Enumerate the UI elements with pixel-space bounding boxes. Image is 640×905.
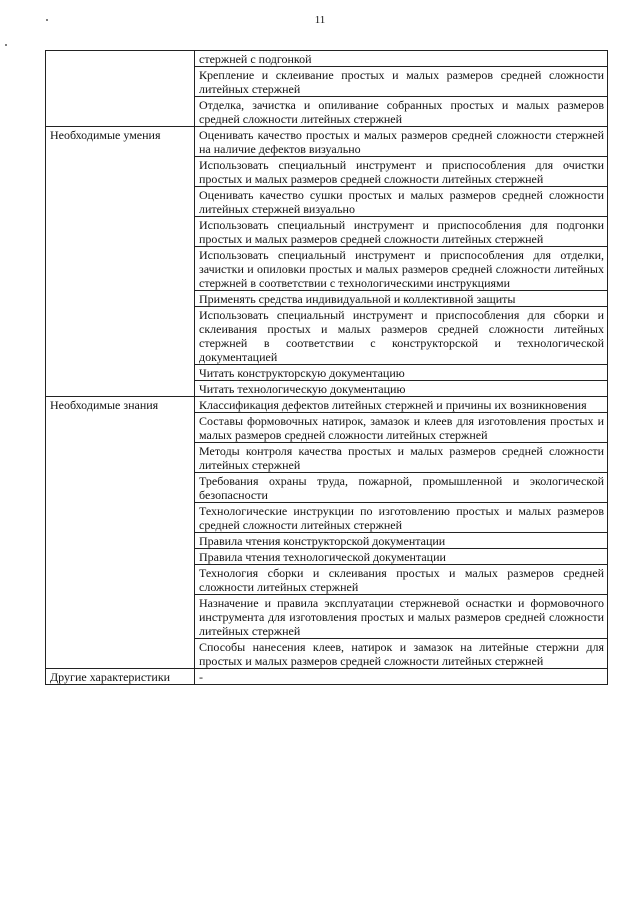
table-cell: - bbox=[195, 669, 608, 685]
table-cell: Крепление и склеивание простых и малых размеров средней сложности литейных стержней bbox=[195, 67, 608, 97]
table-cell: Методы контроля качества простых и малых размеров средней сложности литейных стержней bbox=[195, 443, 608, 473]
row-label: Другие характеристики bbox=[46, 669, 195, 685]
scan-speck bbox=[46, 19, 48, 21]
table-cell: Использовать специальный инструмент и приспособления для подгонки простых и малых размеров средней сложности литейных стержней bbox=[195, 217, 608, 247]
table-cell: Читать конструкторскую документацию bbox=[195, 365, 608, 381]
page-number: 11 bbox=[314, 14, 326, 26]
qualification-table bbox=[45, 50, 608, 685]
row-label: Необходимые знания bbox=[46, 397, 195, 669]
table-cell: Требования охраны труда, пожарной, промышленной и экологической безопасности bbox=[195, 473, 608, 503]
table-cell: Правила чтения технологической документации bbox=[195, 549, 608, 565]
table-cell: Технологические инструкции по изготовлению простых и малых размеров средней сложности литейных стержней bbox=[195, 503, 608, 533]
table-cell: Использовать специальный инструмент и приспособления для очистки простых и малых размеров средней сложности литейных стержней bbox=[195, 157, 608, 187]
table-cell: Оценивать качество сушки простых и малых размеров средней сложности литейных стержней визуально bbox=[195, 187, 608, 217]
row-label bbox=[46, 51, 195, 127]
table-cell: Правила чтения конструкторской документации bbox=[195, 533, 608, 549]
table-cell: Технология сборки и склеивания простых и малых размеров средней сложности литейных стержней bbox=[195, 565, 608, 595]
table-cell: Использовать специальный инструмент и приспособления для отделки, зачистки и опиловки простых и малых размеров средней сложности литейных стержней в соответствии с технологическими инструкциями bbox=[195, 247, 608, 291]
table-row bbox=[46, 51, 608, 67]
row-label: Необходимые умения bbox=[46, 127, 195, 397]
table-cell: Составы формовочных натирок, замазок и клеев для изготовления простых и малых размеров средней сложности литейных стержней bbox=[195, 413, 608, 443]
table-cell: Отделка, зачистка и опиливание собранных простых и малых размеров средней сложности литейных стержней bbox=[195, 97, 608, 127]
table-cell: Применять средства индивидуальной и коллективной защиты bbox=[195, 291, 608, 307]
table-cell: Читать технологическую документацию bbox=[195, 381, 608, 397]
table-cell: Классификация дефектов литейных стержней и причины их возникновения bbox=[195, 397, 608, 413]
table-row bbox=[46, 397, 608, 413]
table-cell: Назначение и правила эксплуатации стержневой оснастки и формовочного инструмента для изготовления простых и малых размеров средней сложности литейных стержней bbox=[195, 595, 608, 639]
table-row bbox=[46, 669, 608, 685]
table-cell: Оценивать качество простых и малых размеров средней сложности стержней на наличие дефектов визуально bbox=[195, 127, 608, 157]
table-cell: стержней с подгонкой bbox=[195, 51, 608, 67]
table-cell: Способы нанесения клеев, натирок и замазок на литейные стержни для простых и малых размеров средней сложности литейных стержней bbox=[195, 639, 608, 669]
table-row bbox=[46, 127, 608, 157]
table-cell: Использовать специальный инструмент и приспособления для сборки и склеивания простых и малых размеров средней сложности литейных стержней в соответствии с конструкторской и технологической документацией bbox=[195, 307, 608, 365]
scan-speck bbox=[5, 44, 7, 46]
